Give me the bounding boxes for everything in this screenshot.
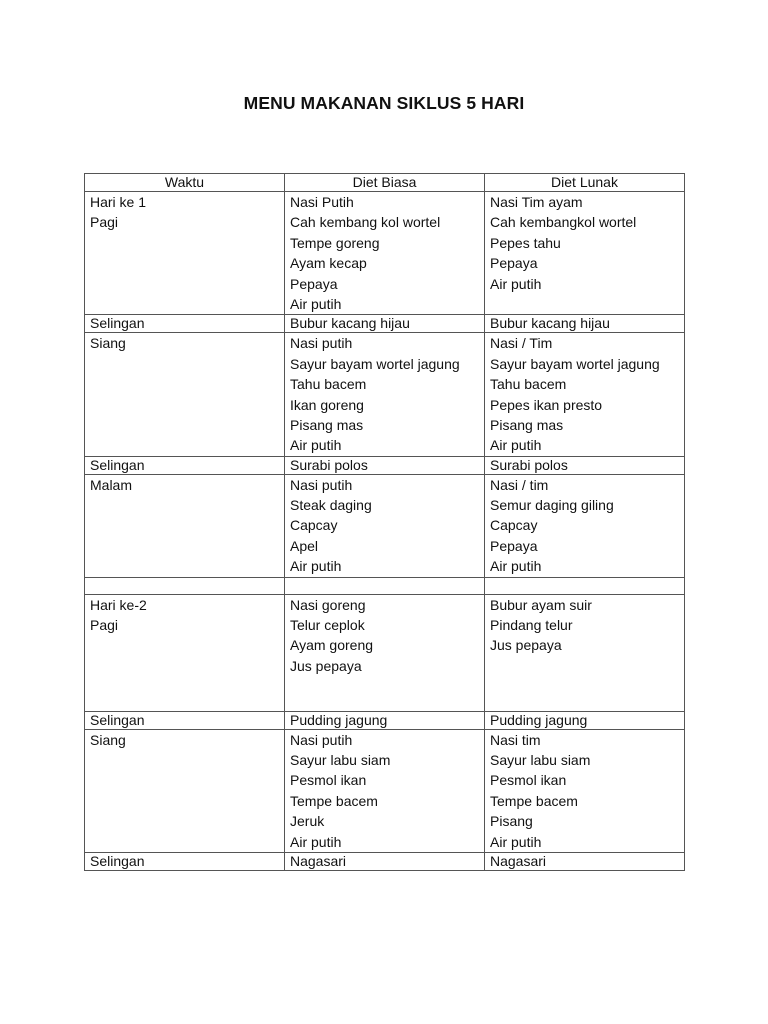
cell-waktu bbox=[85, 729, 285, 852]
cell-line: Pesmol ikan bbox=[290, 772, 367, 789]
cell-line: Pepaya bbox=[490, 255, 538, 272]
cell-line: Selingan bbox=[90, 456, 145, 473]
cell-line: Tempe bacem bbox=[290, 792, 378, 809]
cell-diet-lunak bbox=[485, 315, 685, 333]
cell-line: Telur ceplok bbox=[290, 617, 365, 634]
cell-line: Sayur bayam wortel jagung bbox=[490, 355, 660, 372]
table-row bbox=[85, 729, 685, 852]
cell-line: Pepaya bbox=[490, 537, 538, 554]
cell-diet-biasa bbox=[285, 729, 485, 852]
cell-line: Air putih bbox=[290, 833, 342, 850]
cell-line: Pagi bbox=[90, 214, 119, 231]
cell-diet-biasa bbox=[285, 192, 485, 315]
cell-waktu bbox=[85, 577, 285, 594]
cell-line: Ayam goreng bbox=[290, 637, 374, 654]
cell-line: Jus pepaya bbox=[490, 637, 562, 654]
header-diet-lunak: Diet Lunak bbox=[485, 174, 685, 192]
cell-diet-lunak bbox=[485, 711, 685, 729]
cell-line: Capcay bbox=[490, 517, 538, 534]
cell-waktu bbox=[85, 333, 285, 456]
cell-line: Air putih bbox=[290, 295, 342, 312]
table-row bbox=[85, 474, 685, 577]
table-row bbox=[85, 192, 685, 315]
cell-line: Pepes ikan presto bbox=[490, 396, 603, 413]
cell-diet-biasa bbox=[285, 474, 485, 577]
cell-line: Pagi bbox=[90, 617, 119, 634]
table-row bbox=[85, 852, 685, 870]
cell-waktu bbox=[85, 456, 285, 474]
cell-line: Bubur kacang hijau bbox=[490, 315, 610, 332]
table-row bbox=[85, 333, 685, 456]
cell-line: Air putih bbox=[290, 558, 342, 575]
cell-diet-biasa bbox=[285, 577, 485, 594]
table-body bbox=[85, 192, 685, 871]
cell-line: Hari ke 1 bbox=[90, 194, 147, 210]
cell-waktu bbox=[85, 711, 285, 729]
cell-line: Malam bbox=[90, 476, 133, 493]
cell-line: Sayur bayam wortel jagung bbox=[290, 355, 460, 372]
cell-line: Siang bbox=[90, 335, 126, 352]
cell-line: Sayur labu siam bbox=[490, 752, 591, 769]
cell-line: Surabi polos bbox=[290, 456, 368, 473]
cell-line: Nasi Putih bbox=[290, 194, 354, 210]
cell-line: Selingan bbox=[90, 852, 145, 869]
cell-line: Siang bbox=[90, 731, 126, 748]
cell-line: Nasi putih bbox=[290, 476, 353, 493]
cell-line: Bubur kacang hijau bbox=[290, 315, 410, 332]
cell-line: Hari ke-2 bbox=[90, 596, 147, 613]
cell-diet-lunak bbox=[485, 594, 685, 711]
table-row bbox=[85, 711, 685, 729]
cell-line: Nasi Tim ayam bbox=[490, 194, 583, 210]
cell-line: Semur daging giling bbox=[490, 497, 614, 514]
table-header-row bbox=[85, 174, 685, 192]
cell-line: Ikan goreng bbox=[290, 396, 364, 413]
cell-line: Air putih bbox=[490, 275, 542, 292]
cell-waktu bbox=[85, 192, 285, 315]
cell-diet-lunak bbox=[485, 456, 685, 474]
cell-line: Pudding jagung bbox=[490, 711, 588, 728]
cell-waktu bbox=[85, 594, 285, 711]
cell-line: Nasi / Tim bbox=[490, 335, 553, 352]
cell-diet-biasa bbox=[285, 315, 485, 333]
cell-diet-lunak bbox=[485, 852, 685, 870]
cell-line: Bubur ayam suir bbox=[490, 596, 592, 613]
cell-line: Nagasari bbox=[490, 852, 547, 869]
cell-line: Air putih bbox=[490, 558, 542, 575]
cell-line: Nasi tim bbox=[490, 731, 541, 748]
cell-diet-lunak bbox=[485, 192, 685, 315]
cell-line: Pepaya bbox=[290, 275, 338, 292]
document-title: MENU MAKANAN SIKLUS 5 HARI bbox=[243, 93, 525, 113]
cell-line: Pindang telur bbox=[490, 617, 573, 634]
cell-line: Tempe bacem bbox=[490, 792, 578, 809]
cell-diet-biasa bbox=[285, 456, 485, 474]
header-waktu: Waktu bbox=[85, 174, 285, 192]
cell-line: Jus pepaya bbox=[290, 657, 362, 674]
cell-line: Sayur labu siam bbox=[290, 752, 391, 769]
cell-waktu bbox=[85, 474, 285, 577]
table-row bbox=[85, 577, 685, 594]
cell-line: Nagasari bbox=[290, 852, 347, 869]
menu-table bbox=[84, 173, 685, 871]
cell-line: Ayam kecap bbox=[290, 255, 367, 272]
cell-line: Selingan bbox=[90, 315, 145, 332]
cell-line: Air putih bbox=[490, 437, 542, 454]
cell-diet-lunak bbox=[485, 333, 685, 456]
cell-line: Nasi / tim bbox=[490, 476, 549, 493]
cell-diet-biasa bbox=[285, 333, 485, 456]
cell-line: Nasi goreng bbox=[290, 596, 366, 613]
cell-line: Selingan bbox=[90, 711, 145, 728]
cell-line: Pepes tahu bbox=[490, 234, 561, 251]
cell-diet-biasa bbox=[285, 594, 485, 711]
cell-line: Cah kembangkol wortel bbox=[490, 214, 637, 231]
cell-line: Pisang mas bbox=[490, 416, 564, 433]
cell-waktu bbox=[85, 315, 285, 333]
cell-diet-lunak bbox=[485, 577, 685, 594]
cell-line: Pisang mas bbox=[290, 416, 364, 433]
table-row bbox=[85, 456, 685, 474]
cell-diet-biasa bbox=[285, 852, 485, 870]
cell-line: Tahu bacem bbox=[290, 376, 367, 393]
cell-line: Cah kembang kol wortel bbox=[290, 214, 441, 231]
header-diet-biasa: Diet Biasa bbox=[285, 174, 485, 192]
cell-diet-lunak bbox=[485, 729, 685, 852]
cell-line: Air putih bbox=[290, 437, 342, 454]
table-row bbox=[85, 594, 685, 711]
cell-line: Air putih bbox=[490, 833, 542, 850]
cell-line: Surabi polos bbox=[490, 456, 568, 473]
cell-waktu bbox=[85, 852, 285, 870]
cell-line: Capcay bbox=[290, 517, 338, 534]
cell-line: Pudding jagung bbox=[290, 711, 388, 728]
cell-line: Nasi putih bbox=[290, 731, 353, 748]
cell-diet-biasa bbox=[285, 711, 485, 729]
cell-line: Steak daging bbox=[290, 497, 372, 514]
cell-line: Pesmol ikan bbox=[490, 772, 567, 789]
cell-diet-lunak bbox=[485, 474, 685, 577]
cell-line: Tempe goreng bbox=[290, 234, 380, 251]
cell-line: Nasi putih bbox=[290, 335, 353, 352]
table-row bbox=[85, 315, 685, 333]
cell-line: Tahu bacem bbox=[490, 376, 567, 393]
cell-line: Apel bbox=[290, 537, 319, 554]
cell-line: Jeruk bbox=[290, 813, 325, 830]
cell-line: Pisang bbox=[490, 813, 533, 830]
